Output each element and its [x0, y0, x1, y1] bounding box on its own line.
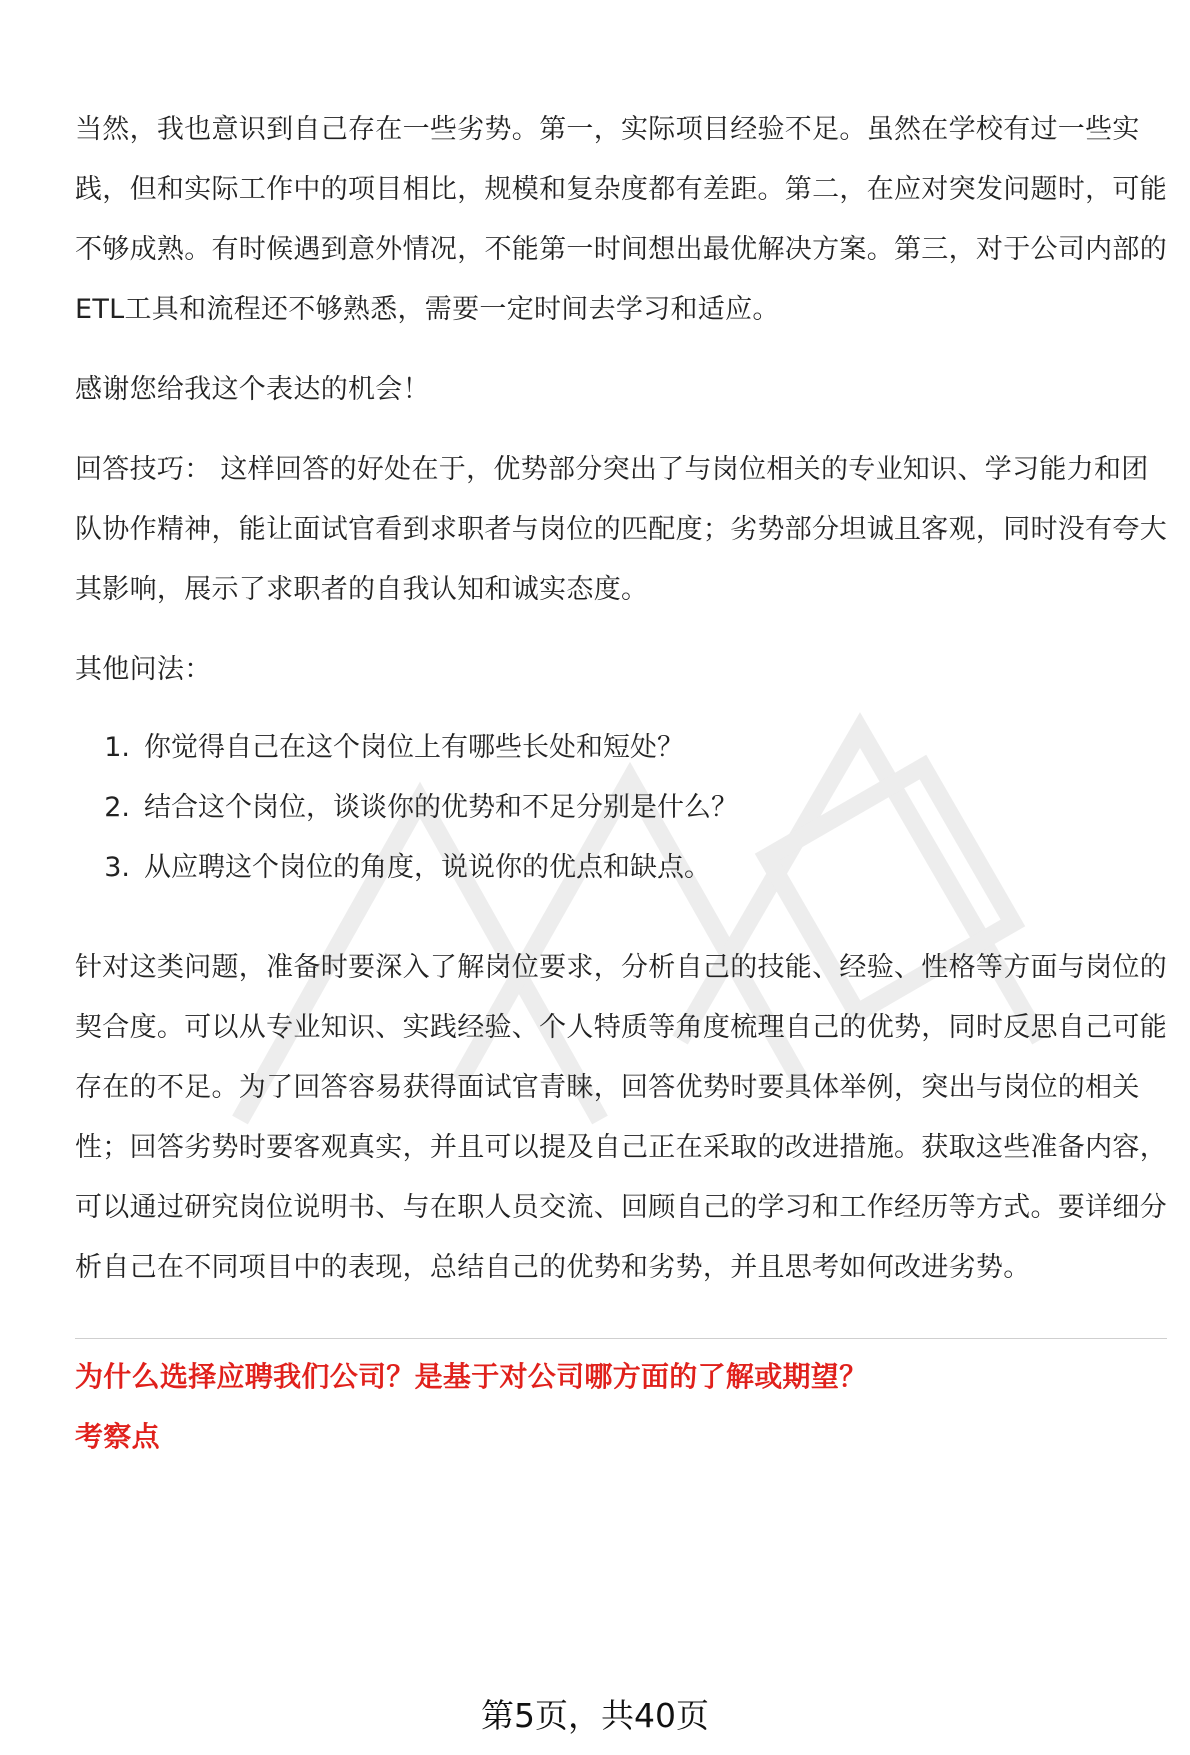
list-item-number: 2.: [104, 792, 130, 823]
page-number-footer: 第5页，共40页: [481, 1696, 709, 1735]
list-item-text: 结合这个岗位，谈谈你的优势和不足分别是什么？: [144, 792, 738, 823]
list-item-number: 3.: [104, 852, 130, 883]
list-item-text: 你觉得自己在这个岗位上有哪些长处和短处？: [144, 732, 684, 763]
tips-paragraph: 回答技巧： 这样回答的好处在于，优势部分突出了与岗位相关的专业知识、学习能力和团队协作精神，能让面试官看到求职者与岗位的匹配度；劣势部分坦诚且客观，同时没有夸大其影响，展示了求职者的自我认知和诚实态度。: [75, 454, 1167, 605]
weakness-paragraph: 当然，我也意识到自己存在一些劣势。第一，实际项目经验不足。虽然在学校有过一些实践，但和实际工作中的项目相比，规模和复杂度都有差距。第二，在应对突发问题时，可能不够成熟。有时候遇到意外情况，不能第一时间想出最优解决方案。第三，对于公司内部的ETL工具和流程还不够熟悉，需要一定时间去学习和适应。: [75, 114, 1167, 325]
thanks-paragraph: 感谢您给我这个表达的机会！: [75, 374, 430, 405]
list-item: [75, 778, 1167, 838]
other-questions-label: 其他问法：: [75, 654, 212, 685]
list-item-number: 1.: [104, 732, 130, 763]
list-item: [75, 838, 1167, 898]
list-item: [75, 718, 1167, 778]
other-questions-list: [75, 718, 1167, 898]
advice-paragraph: 针对这类问题，准备时要深入了解岗位要求，分析自己的技能、经验、性格等方面与岗位的契合度。可以从专业知识、实践经验、个人特质等角度梳理自己的优势，同时反思自己可能存在的不足。为了回答容易获得面试官青睐，回答优势时要具体举例，突出与岗位的相关性；回答劣势时要客观真实，并且可以提及自己正在采取的改进措施。获取这些准备内容，可以通过研究岗位说明书、与在职人员交流、回顾自己的学习和工作经历等方式。要详细分析自己在不同项目中的表现，总结自己的优势和劣势，并且思考如何改进劣势。: [75, 952, 1167, 1283]
section-divider: [75, 1338, 1167, 1339]
subheading-assessment: 考察点: [75, 1420, 160, 1453]
list-item-text: 从应聘这个岗位的角度，说说你的优点和缺点。: [144, 852, 711, 883]
question-heading: 为什么选择应聘我们公司？是基于对公司哪方面的了解或期望？: [75, 1360, 868, 1393]
document-page: [75, 100, 1167, 1467]
